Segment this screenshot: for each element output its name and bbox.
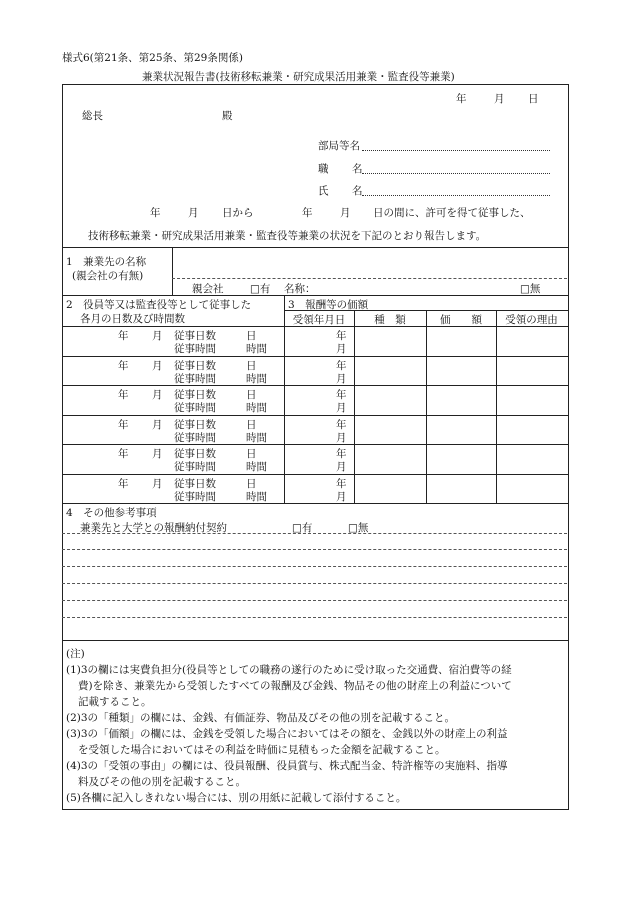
row-hours-label: 従事時間 xyxy=(174,490,216,503)
dept-field[interactable] xyxy=(362,150,550,151)
parent-has-checkbox[interactable]: □有 xyxy=(250,283,271,295)
parent-none-checkbox[interactable]: □無 xyxy=(520,283,541,295)
period-year-2: 年 xyxy=(302,207,313,219)
col-date: 受領年月日 xyxy=(292,314,346,326)
section3-label: 3 報酬等の価額 xyxy=(288,299,369,311)
section4-label: 4 その他参考事項 xyxy=(66,507,157,519)
name-label-1: 氏 xyxy=(318,185,329,197)
table-row-divider xyxy=(62,385,568,386)
row-year: 年 xyxy=(118,477,129,490)
col-amount: 価 額 xyxy=(440,314,482,326)
row-days-unit: 日 xyxy=(246,359,257,372)
row-hours-label: 従事時間 xyxy=(174,343,216,355)
page-title: 兼業状況報告書(技術移転兼業・研究成果活用兼業・監査役等兼業) xyxy=(142,71,455,83)
name-label-2: 名 xyxy=(352,185,363,197)
row-year: 年 xyxy=(118,418,129,431)
name-field[interactable] xyxy=(362,195,550,196)
row-recv-year: 年 xyxy=(336,389,347,401)
table-row-divider xyxy=(62,356,568,357)
row-recv-month: 月 xyxy=(336,490,347,503)
col-reason: 受領の理由 xyxy=(505,314,558,326)
note-1a: (1)3の欄には実費負担分(役員等としての職務の遂行のために受け取った交通費、宿泊費等の経 xyxy=(66,664,512,676)
row-year: 年 xyxy=(118,330,129,342)
date-year: 年 xyxy=(456,93,467,105)
row-year: 年 xyxy=(118,359,129,372)
section1-sublabel: (親会社の有無) xyxy=(72,270,144,282)
divider xyxy=(62,295,568,296)
post-label-2: 名 xyxy=(352,163,363,175)
note-3b: を受領した場合においてはその利益を時価に見積もった金額を記載すること。 xyxy=(78,744,446,756)
contract-none-checkbox[interactable]: □無 xyxy=(348,522,369,534)
row-recv-year: 年 xyxy=(336,418,347,431)
divider xyxy=(62,583,567,584)
post-field[interactable] xyxy=(362,173,550,174)
row-year: 年 xyxy=(118,448,129,460)
row-recv-year: 年 xyxy=(336,477,347,490)
row-hours-label: 従事時間 xyxy=(174,461,216,473)
row-recv-month: 月 xyxy=(336,461,347,473)
period-year-1: 年 xyxy=(150,207,161,219)
notes-heading: (注) xyxy=(66,648,85,660)
note-4b: 料及びその他の別を記載すること。 xyxy=(78,776,246,788)
report-sentence: 技術移転兼業・研究成果活用兼業・監査役等兼業の状況を下記のとおり報告します。 xyxy=(88,230,487,242)
row-recv-month: 月 xyxy=(336,343,347,355)
row-days-label: 従事日数 xyxy=(174,418,216,431)
contract-label: 兼業先と大学との報酬納付契約 xyxy=(80,522,227,534)
row-hours-unit: 時間 xyxy=(246,461,267,473)
row-hours-unit: 時間 xyxy=(246,343,267,355)
row-hours-unit: 時間 xyxy=(246,490,267,503)
divider xyxy=(62,326,568,327)
row-month: 月 xyxy=(152,477,163,490)
row-month: 月 xyxy=(152,389,163,401)
row-hours-label: 従事時間 xyxy=(174,372,216,385)
row-hours-unit: 時間 xyxy=(246,372,267,385)
divider xyxy=(62,566,567,567)
row-recv-year: 年 xyxy=(336,448,347,460)
row-recv-month: 月 xyxy=(336,372,347,385)
row-days-label: 従事日数 xyxy=(174,448,216,460)
row-days-unit: 日 xyxy=(246,448,257,460)
divider xyxy=(62,640,568,641)
row-recv-month: 月 xyxy=(336,402,347,414)
addressee: 総長 xyxy=(82,110,103,122)
divider xyxy=(172,247,173,295)
parent-name-label: 名称： xyxy=(284,283,316,295)
section2-label: 2 役員等又は監査役等として従事した xyxy=(66,299,252,311)
honorific: 殿 xyxy=(222,110,233,122)
row-hours-unit: 時間 xyxy=(246,431,267,444)
row-month: 月 xyxy=(152,448,163,460)
form-number: 様式6(第21条、第25条、第29条関係) xyxy=(62,52,243,64)
divider xyxy=(62,533,567,534)
row-hours-unit: 時間 xyxy=(246,402,267,414)
period-month-1: 月 xyxy=(188,207,199,219)
note-5: (5)各欄に記入しきれない場合には、別の用紙に記載して添付すること。 xyxy=(66,792,407,804)
divider xyxy=(62,617,567,618)
note-4a: (4)3の「受領の事由」の欄には、役員報酬、役員賞与、株式配当金、特許権等の実施料、指導 xyxy=(66,760,508,772)
row-month: 月 xyxy=(152,359,163,372)
col-type: 種 類 xyxy=(374,314,406,326)
row-days-label: 従事日数 xyxy=(174,359,216,372)
period-tail: 日の間に、許可を得て従事した、 xyxy=(373,207,531,219)
row-month: 月 xyxy=(152,330,163,342)
dept-label: 部局等名 xyxy=(318,140,360,152)
divider xyxy=(62,247,568,248)
row-month: 月 xyxy=(152,418,163,431)
section2-sublabel: 各月の日数及び時間数 xyxy=(80,313,185,325)
divider xyxy=(284,295,285,503)
divider xyxy=(62,549,567,550)
row-hours-label: 従事時間 xyxy=(174,431,216,444)
period-from: 日から xyxy=(222,207,254,219)
row-days-label: 従事日数 xyxy=(174,389,216,401)
row-recv-year: 年 xyxy=(336,359,347,372)
date-month: 月 xyxy=(494,93,505,105)
row-hours-label: 従事時間 xyxy=(174,402,216,414)
post-label-1: 職 xyxy=(318,163,329,175)
row-recv-year: 年 xyxy=(336,330,347,342)
divider xyxy=(62,600,567,601)
row-days-label: 従事日数 xyxy=(174,330,216,342)
table-row-divider xyxy=(62,415,568,416)
row-days-unit: 日 xyxy=(246,389,257,401)
section1-label: 1 兼業先の名称 xyxy=(66,256,147,268)
row-days-unit: 日 xyxy=(246,330,257,342)
note-1c: 記載すること。 xyxy=(78,696,152,708)
parent-company-label: 親会社 xyxy=(192,283,224,295)
period-month-2: 月 xyxy=(340,207,351,219)
note-3a: (3)3の「価額」の欄には、金銭を受領した場合においてはその額を、金銭以外の財産上の利益 xyxy=(66,728,508,740)
note-1b: 費)を除き、兼業先から受領したすべての報酬及び金銭、物品その他の財産上の利益について xyxy=(78,680,512,692)
row-days-unit: 日 xyxy=(246,477,257,490)
row-days-unit: 日 xyxy=(246,418,257,431)
note-2: (2)3の「種類」の欄には、金銭、有価証券、物品及びその他の別を記載すること。 xyxy=(66,712,456,724)
row-recv-month: 月 xyxy=(336,431,347,444)
row-days-label: 従事日数 xyxy=(174,477,216,490)
divider xyxy=(62,503,568,504)
table-row-divider xyxy=(62,474,568,475)
divider xyxy=(172,278,567,279)
row-year: 年 xyxy=(118,389,129,401)
contract-has-checkbox[interactable]: □有 xyxy=(292,522,313,534)
table-row-divider xyxy=(62,444,568,445)
date-day: 日 xyxy=(528,93,539,105)
